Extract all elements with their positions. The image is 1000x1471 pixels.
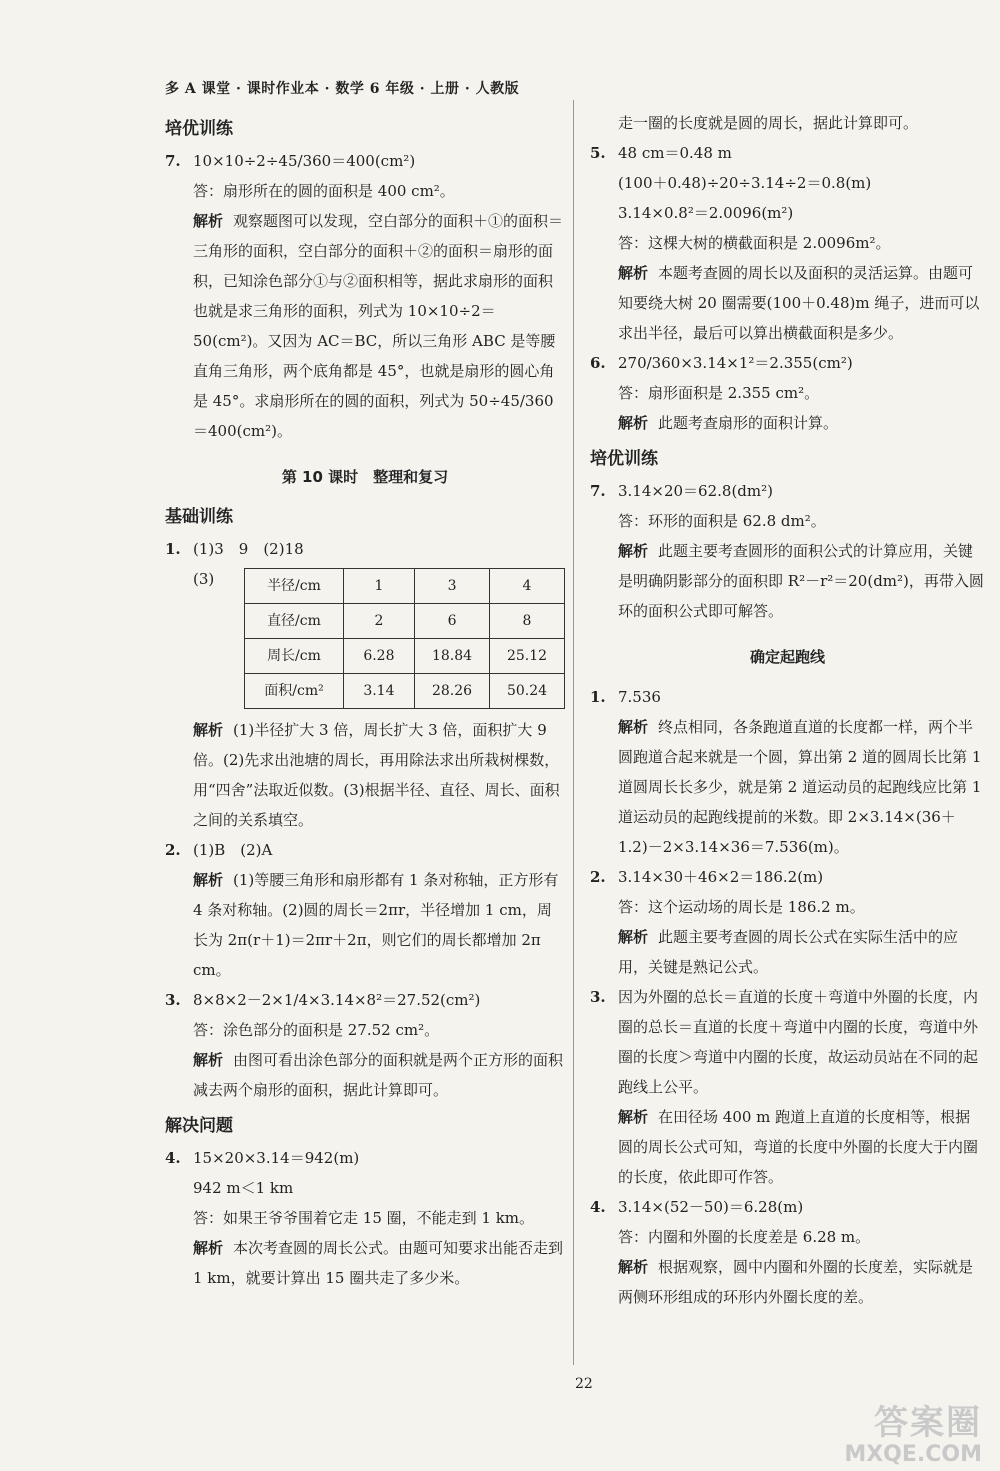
question-6: 6. 270/360×3.14×1²＝2.355(cm²) [590,354,853,372]
question-2: 2. (1)B (2)A [165,841,273,859]
question-2: 2. 3.14×30＋46×2＝186.2(m) [590,868,824,886]
subsection-title: 确定起跑线 [749,648,825,666]
table-cell: 6 [415,604,490,639]
running-header: 多 A 课堂 · 课时作业本 · 数学 6 年级 · 上册 · 人教版 [165,81,520,97]
section-heading-peiyou: 培优训练 [165,119,233,139]
analysis: 解析 根据观察，圆中内圈和外圈的长度差，实际就是两侧环形组成的环形内外圈长度的差。 [618,1258,974,1306]
table-cell: 8 [490,604,565,639]
analysis: 解析 本次考查圆的周长公式。由题可知要求出能否走到 1 km，就要计算出 15 圈共走了多少米。 [193,1239,564,1287]
lesson-title: 第 10 课时 整理和复习 [281,468,449,486]
answer: 答：环形的面积是 62.8 dm²。 [618,512,826,530]
table-cell: 18.84 [415,639,490,674]
table-cell: 3 [415,569,490,604]
column-divider [573,100,574,1365]
analysis: 解析 (1)半径扩大 3 倍，周长扩大 3 倍，面积扩大 9 倍。(2)先求出池塘的周长，再用除法求出所栽树棵数，用“四舍”法取近似数。(3)根据半径、直径、周长、面积之间的关系填空。 [193,721,560,829]
table-row [245,569,565,604]
watermark: 答案圈 MXQE.COM [844,1403,982,1467]
continued-text: 走一圈的长度就是圆的周长，据此计算即可。 [618,114,919,132]
table-row [245,674,565,709]
question-1: 1. (1)3 9 (2)18 [165,540,304,558]
question-7: 7. 3.14×20＝62.8(dm²) [590,482,773,500]
question-4: 4. 3.14×(52－50)＝6.28(m) [590,1198,804,1216]
table-row [245,604,565,639]
answer: 答：内圈和外圈的长度差是 6.28 m。 [618,1228,871,1246]
table-cell: 4 [490,569,565,604]
analysis: 解析 由图可看出涂色部分的面积就是两个正方形的面积减去两个扇形的面积，据此计算即可。 [193,1051,564,1099]
table-cell: 3.14 [343,674,414,709]
table-cell: 周长/cm [245,639,343,674]
table-block: (3) 半径/cm 1 3 4 直径/cm 2 6 8 周长/cm 6.28 18.84 25.12 面积/cm² 3.14 28.26 50.24 [165,564,565,715]
answer: 答：如果王爷爷围着它走 15 圈，不能走到 1 km。 [193,1209,535,1227]
table-row [245,639,565,674]
analysis: 解析 观察题图可以发现，空白部分的面积＋①的面积＝三角形的面积，空白部分的面积＋②的面积＝扇形的面积，已知涂色部分①与②面积相等，据此求扇形的面积也就是求三角形的面积，列式为 10×10÷2＝50(cm²)。又因为 AC＝BC，所以三角形 ABC 是等腰直角三角形，两个底角都是 45°，也就是扇形的圆心角是 45°。求扇形所在的圆的面积，列式为 50÷45/360＝400(cm²)。 [193,212,564,440]
circle-table [244,568,565,709]
answer: 答：扇形所在的圆的面积是 400 cm²。 [193,182,455,200]
analysis: 解析 本题考查圆的周长以及面积的灵活运算。由题可知要绕大树 20 圈需要(100＋0.48)m 绳子，进而可以求出半径，最后可以算出横截面积是多少。 [618,264,980,342]
question-3: 3. 因为外圈的总长＝直道的长度＋弯道中外圈的长度，内圈的总长＝直道的长度＋弯道中内圈的长度，弯道中外圈的长度＞弯道中内圈的长度，故运动员站在不同的起跑线上公平。 [590,988,979,1096]
table-cell: 面积/cm² [245,674,343,709]
analysis: 解析 (1)等腰三角形和扇形都有 1 条对称轴，正方形有 4 条对称轴。(2)圆的周长＝2πr，半径增加 1 cm，周长为 2π(r＋1)＝2πr＋2π，则它们的周长都增加 2π cm。 [193,871,559,979]
answer: 答：这棵大树的横截面积是 2.0096m²。 [618,234,891,252]
analysis: 解析 在田径场 400 m 跑道上直道的长度相等，根据圆的周长公式可知，弯道的长度中外圈的长度大于内圈的长度，依此即可作答。 [618,1108,979,1186]
right-column: 走一圈的长度就是圆的周长，据此计算即可。 5. 48 cm＝0.48 m (100＋0.48)÷20÷3.14÷2＝0.8(m) 3.14×0.8²＝2.0096(m²) 答：这棵大树的横截面积是 2.0096m²。 解析 本题考查圆的周长以及面积的灵活运算。由题可知要绕大树 20 圈需要(100＋0.48)m 绳子，进而可以求出半径，最后可以算出横截面积是多少。 6. 270/360×3.14×1²＝2.355(cm²) 答：扇形面积是 2.355 cm²。 解析 此题考查扇形的面积计算。 培优训练 7. 3.14×20＝62.8(dm²) 答：环形的面积是 62.8 dm²。 解析 此题主要考查圆形的面积公式的计算应用，关键是明确阴影部分的面积即 R²－r²＝20(dm²)，再带入圆环的面积公式即可解答。 确定起跑线 1. 7.536 解析 终点相同，各条跑道直道的长度都一样，两个半圆跑道合起来就是一个圆，算出第 2 道的圆周长比第 1 道圆周长长多少，就是第 2 道运动员的起跑线应比第 1 道运动员的起跑线提前的米数。即 2×3.14×(36＋1.2)－2×3.14×36＝7.536(m)。 2. 3.14×30＋46×2＝186.2(m) 答：这个运动场的周长是 186.2 m。 解析 此题主要考查圆的周长公式在实际生活中的应用，关键是熟记公式。 3. 因为外圈的总长＝直道的长度＋弯道中外圈的长度，内圈的总长＝直道的长度＋弯道中内圈的长度，弯道中外圈的长度＞弯道中内圈的长度，故运动员站在不同的起跑线上公平。 解析 在田径场 400 m 跑道上直道的长度相等，根据圆的周长公式可知，弯道的长度中外圈的长度大于内圈的长度，依此即可作答。 4. 3.14×(52－50)＝6.28(m) 答：内圈和外圈的长度差是 6.28 m。 解析 根据观察，圆中内圈和外圈的长度差，实际就是两侧环形组成的环形内外圈长度的差。 [590,108,985,1312]
question-1: 1. 7.536 [590,688,661,706]
question-4: 4. 15×20×3.14＝942(m) [165,1149,360,1167]
table-cell: 直径/cm [245,604,343,639]
table-cell: 28.26 [415,674,490,709]
answer: 答：扇形面积是 2.355 cm²。 [618,384,820,402]
analysis: 解析 此题主要考查圆形的面积公式的计算应用，关键是明确阴影部分的面积即 R²－r²＝20(dm²)，再带入圆环的面积公式即可解答。 [618,542,984,620]
table-cell: 6.28 [343,639,414,674]
section-heading-jichu: 基础训练 [165,507,233,527]
answer: 答：涂色部分的面积是 27.52 cm²。 [193,1021,440,1039]
table-cell: 1 [343,569,414,604]
table-cell: 25.12 [490,639,565,674]
question-7: 7. 10×10÷2÷45/360＝400(cm²) [165,146,565,176]
left-column: 培优训练 7. 10×10÷2÷45/360＝400(cm²) 答：扇形所在的圆的面积是 400 cm²。 解析 观察题图可以发现，空白部分的面积＋①的面积＝三角形的面积，空白部分的面积＋②的面积＝扇形的面积，已知涂色部分①与②面积相等，据此求扇形的面积也就是求三角形的面积，列式为 10×10÷2＝50(cm²)。又因为 AC＝BC，所以三角形 ABC 是等腰直角三角形，两个底角都是 45°，也就是扇形的圆心角是 45°。求扇形所在的圆的面积，列式为 50÷45/360＝400(cm²)。 第 10 课时 整理和复习 基础训练 1. (1)3 9 (2)18 (3) 半径/cm 1 3 4 直径/cm 2 6 8 周长/cm 6.28 18.84 25.12 面积/cm² 3.14 28.26 50.24 解析 (1)半径扩大 3 倍，周长扩大 3 倍，面积扩大 9 倍。(2)先求出池塘的周长，再用除法求出所栽树棵数，用“四舍”法取近似数。(3)根据半径、直径、周长、面积之间的关系填空。 2. (1)B (2)A 解析 (1)等腰三角形和扇形都有 1 条对称轴，正方形有 4 条对称轴。(2)圆的周长＝2πr，半径增加 1 cm，周长为 2π(r＋1)＝2πr＋2π，则它们的周长都增加 2π cm。 3. 8×8×2－2×1/4×3.14×8²＝27.52(cm²) 答：涂色部分的面积是 27.52 cm²。 解析 由图可看出涂色部分的面积就是两个正方形的面积减去两个扇形的面积，据此计算即可。 解决问题 4. 15×20×3.14＝942(m) 942 m＜1 km 答：如果王爷爷围着它走 15 圈，不能走到 1 km。 解析 本次考查圆的周长公式。由题可知要求出能否走到 1 km，就要计算出 15 圈共走了多少米。 [165,108,565,1293]
table-cell: 50.24 [490,674,565,709]
analysis: 解析 此题考查扇形的面积计算。 [618,414,839,432]
formula: 10×10÷2÷45/360＝400(cm²) [193,152,416,170]
analysis: 解析 此题主要考查圆的周长公式在实际生活中的应用，关键是熟记公式。 [618,928,959,976]
page-number: 22 [575,1376,593,1392]
answer: 答：这个运动场的周长是 186.2 m。 [618,898,865,916]
question-3: 3. 8×8×2－2×1/4×3.14×8²＝27.52(cm²) [165,991,481,1009]
question-5: 5. 48 cm＝0.48 m [590,144,732,162]
table-cell: 半径/cm [245,569,343,604]
table-cell: 2 [343,604,414,639]
analysis: 解析 终点相同，各条跑道直道的长度都一样，两个半圆跑道合起来就是一个圆，算出第 2 道的圆周长比第 1 道圆周长长多少，就是第 2 道运动员的起跑线应比第 1 道运动员的起跑线提前的米数。即 2×3.14×(36＋1.2)－2×3.14×36＝7.536(m)。 [618,718,982,856]
section-heading-jiejue: 解决问题 [165,1116,233,1136]
section-heading-peiyou-2: 培优训练 [590,449,658,469]
